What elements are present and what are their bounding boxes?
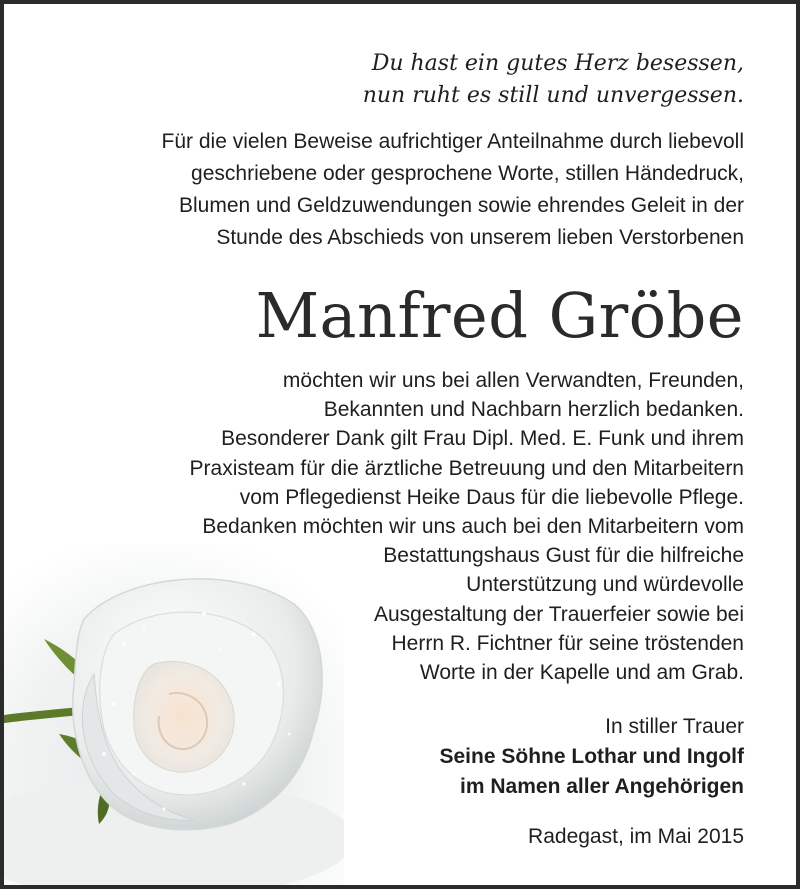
motto-verse bbox=[363, 48, 744, 112]
mourning-intro: In stiller Trauer bbox=[605, 715, 744, 738]
family-names: Seine Söhne Lothar und Ingolf bbox=[439, 745, 744, 768]
intro-line: Blumen und Geldzuwendungen sowie ehrendes Geleit in der bbox=[178, 194, 744, 217]
intro-line: geschriebene oder gesprochene Worte, stillen Händedruck, bbox=[191, 162, 744, 185]
family-relatives: im Namen aller Angehörigen bbox=[460, 775, 744, 798]
thanks-line: möchten wir uns bei allen Verwandten, Freunden, bbox=[282, 369, 744, 392]
thanks-line: Ausgestaltung der Trauerfeier sowie bei bbox=[373, 602, 744, 626]
intro-line: Für die vielen Beweise aufrichtiger Anteilnahme durch liebevoll bbox=[161, 130, 744, 153]
thanks-line: Worte in der Kapelle und am Grab. bbox=[419, 661, 744, 685]
thanks-line: Besonderer Dank gilt Frau Dipl. Med. E. Funk und ihrem bbox=[221, 427, 744, 451]
thanks-paragraph bbox=[190, 366, 744, 687]
thanks-line: Bekannten und Nachbarn herzlich bedanken. bbox=[323, 398, 744, 422]
motto-line: Du hast ein gutes Herz besessen, bbox=[371, 51, 744, 76]
thanks-line: Herrn R. Fichtner für seine tröstenden bbox=[391, 631, 744, 655]
thanks-line: Praxisteam für die ärztliche Betreuung und den Mitarbeitern bbox=[189, 456, 744, 480]
thanks-line: vom Pflegedienst Heike Daus für die liebevolle Pflege. bbox=[239, 485, 744, 509]
thanks-line: Bestattungshaus Gust für die hilfreiche bbox=[383, 544, 744, 568]
thanks-line: Bedanken möchten wir uns auch bei den Mitarbeitern vom bbox=[202, 515, 744, 539]
thanks-line: Unterstützung und würdevolle bbox=[466, 573, 744, 597]
motto-line: nun ruht es still und unvergessen. bbox=[362, 83, 744, 108]
deceased-name: Manfred Gröbe bbox=[255, 279, 744, 352]
intro-paragraph bbox=[162, 126, 744, 254]
place-date: Radegast, im Mai 2015 bbox=[528, 825, 744, 848]
intro-line: Stunde des Abschieds von unserem lieben Verstorbenen bbox=[216, 226, 744, 249]
closing-signature bbox=[440, 712, 745, 802]
